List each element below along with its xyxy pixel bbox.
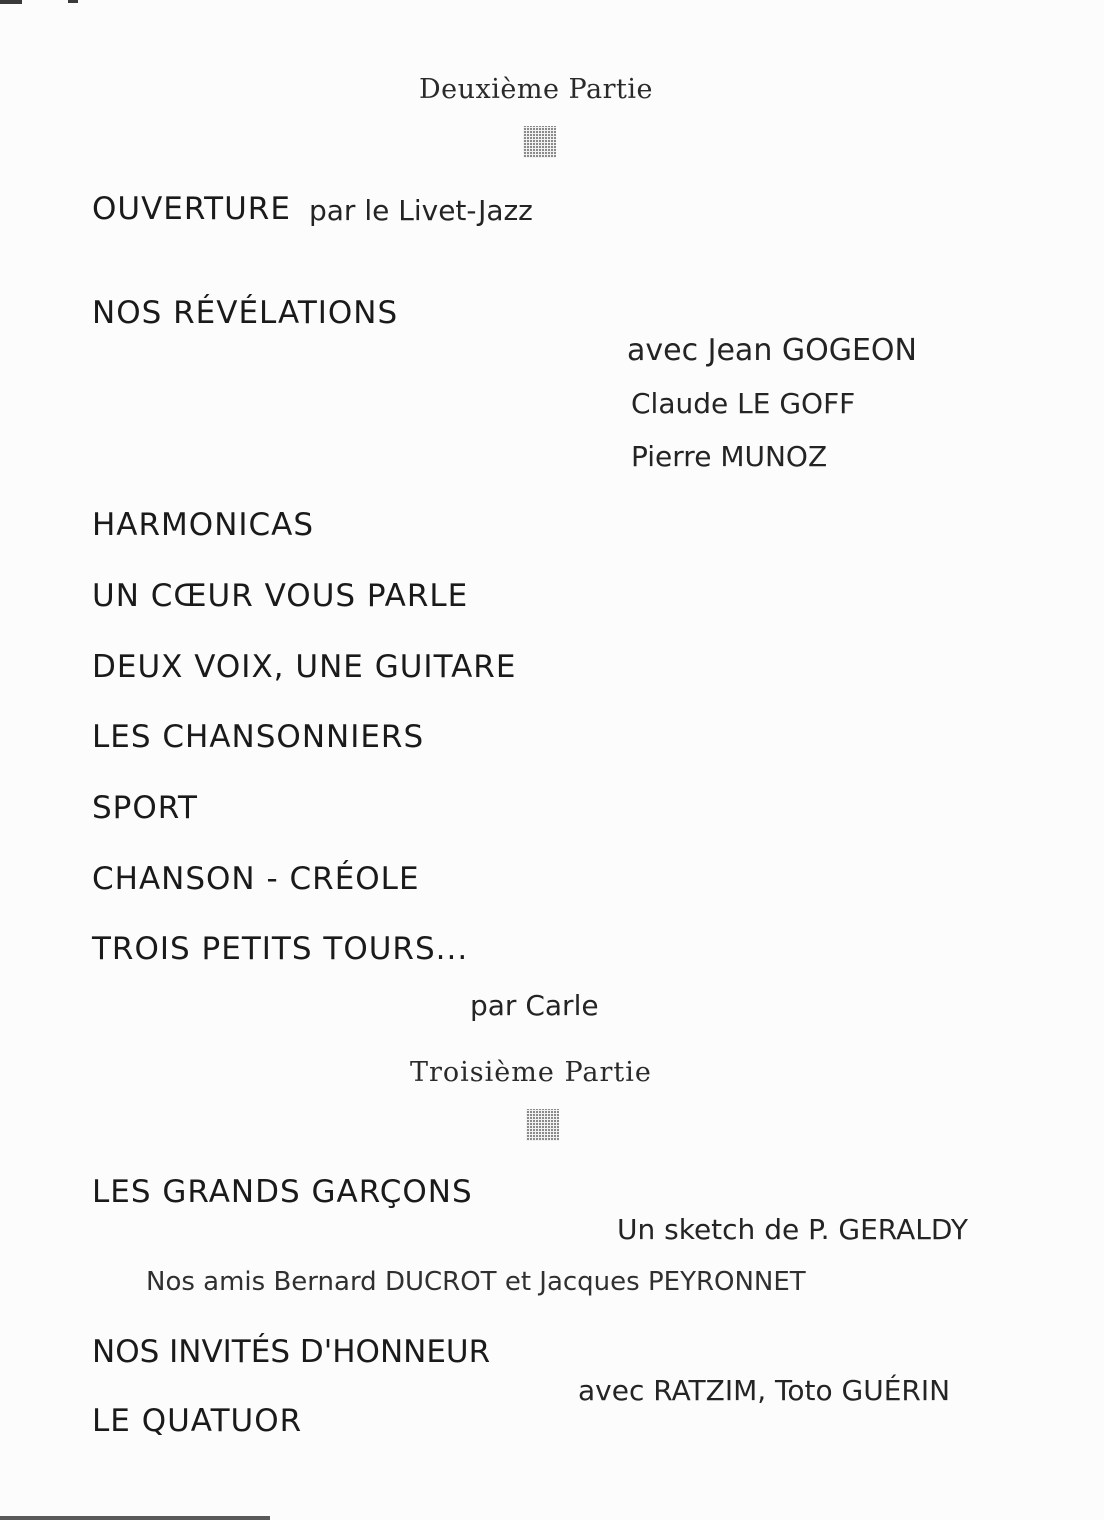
grands-garcons-title: LES GRANDS GARÇONS bbox=[92, 1174, 473, 1210]
program-item: CHANSON - CRÉOLE bbox=[92, 861, 420, 897]
revelations-performer-1: avec Jean GOGEON bbox=[627, 333, 917, 368]
grands-garcons-actors: Nos amis Bernard DUCROT et Jacques PEYRONNET bbox=[146, 1267, 806, 1297]
ouverture-credit: par le Livet-Jazz bbox=[309, 194, 533, 227]
items-credit: par Carle bbox=[470, 989, 599, 1022]
cropped-mark-bottom bbox=[0, 1516, 270, 1520]
ornament-part3 bbox=[526, 1109, 559, 1141]
program-item: UN CŒUR VOUS PARLE bbox=[92, 578, 469, 614]
part2-title: Deuxième Partie bbox=[419, 74, 653, 105]
quatuor-title: LE QUATUOR bbox=[92, 1403, 303, 1439]
ouverture-title: OUVERTURE bbox=[92, 191, 291, 227]
grands-garcons-sketch: Un sketch de P. GERALDY bbox=[617, 1213, 969, 1246]
cropped-mark-top bbox=[0, 0, 22, 4]
program-item: TROIS PETITS TOURS... bbox=[92, 931, 469, 967]
program-item: HARMONICAS bbox=[92, 507, 315, 543]
program-item: LES CHANSONNIERS bbox=[92, 719, 425, 755]
revelations-title: NOS RÉVÉLATIONS bbox=[92, 295, 399, 331]
ornament-part2 bbox=[523, 126, 556, 158]
revelations-performer-2: Claude LE GOFF bbox=[631, 387, 856, 420]
cropped-mark-top-small bbox=[68, 0, 78, 3]
revelations-performer-3: Pierre MUNOZ bbox=[631, 440, 828, 473]
program-item: SPORT bbox=[92, 790, 198, 826]
part3-title: Troisième Partie bbox=[410, 1057, 652, 1088]
invites-credit: avec RATZIM, Toto GUÉRIN bbox=[578, 1374, 951, 1407]
program-item: DEUX VOIX, UNE GUITARE bbox=[92, 649, 517, 685]
invites-title: NOS INVITÉS D'HONNEUR bbox=[92, 1334, 491, 1370]
